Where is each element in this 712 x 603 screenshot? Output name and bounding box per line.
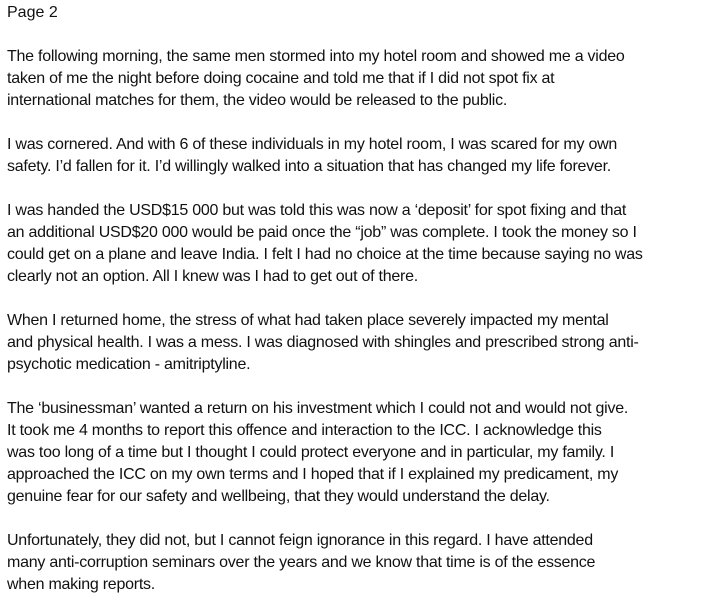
text-line: was too long of a time but I thought I could protect everyone and in particular, my family. I: [7, 444, 615, 461]
text-line: when making reports.: [7, 576, 155, 593]
page-number-label: Page 2: [7, 4, 58, 21]
text-line: I was cornered. And with 6 of these individuals in my hotel room, I was scared for my own: [7, 136, 618, 153]
text-line: clearly not an option. All I knew was I had to get out of there.: [7, 268, 418, 285]
text-line: genuine fear for our safety and wellbeing, that they would understand the delay.: [7, 488, 550, 505]
text-line: When I returned home, the stress of what had taken place severely impacted my mental: [7, 312, 609, 329]
text-line: could get on a plane and leave India. I felt I had no choice at the time because saying no was: [7, 246, 643, 263]
text-line: Unfortunately, they did not, but I cannot feign ignorance in this regard. I have attended: [7, 532, 593, 549]
text-line: many anti-corruption seminars over the years and we know that time is of the essence: [7, 554, 596, 571]
paragraph-5: [7, 398, 712, 508]
text-line: psychotic medication - amitriptyline.: [7, 356, 251, 373]
paragraph-6: [7, 530, 712, 596]
text-line: The ‘businessman’ wanted a return on his investment which I could not and would not give.: [7, 400, 629, 417]
text-line: safety. I’d fallen for it. I’d willingly walked into a situation that has changed my life forever.: [7, 158, 611, 175]
text-line: international matches for them, the video would be released to the public.: [7, 92, 508, 109]
paragraph-4: [7, 310, 712, 376]
text-line: It took me 4 months to report this offence and interaction to the ICC. I acknowledge this: [7, 422, 602, 439]
text-line: approached the ICC on my own terms and I hoped that if I explained my predicament, my: [7, 466, 619, 483]
text-line: taken of me the night before doing cocaine and told me that if I did not spot fix at: [7, 70, 555, 87]
paragraph-3: [7, 200, 712, 288]
text-line: The following morning, the same men stormed into my hotel room and showed me a video: [7, 48, 625, 65]
paragraph-1: [7, 46, 712, 112]
text-line: I was handed the USD$15 000 but was told this was now a ‘deposit’ for spot fixing and that: [7, 202, 627, 219]
text-line: an additional USD$20 000 would be paid once the “job” was complete. I took the money so I: [7, 224, 637, 241]
paragraph-2: [7, 134, 712, 178]
text-line: and physical health. I was a mess. I was diagnosed with shingles and prescribed strong anti-: [7, 334, 639, 351]
